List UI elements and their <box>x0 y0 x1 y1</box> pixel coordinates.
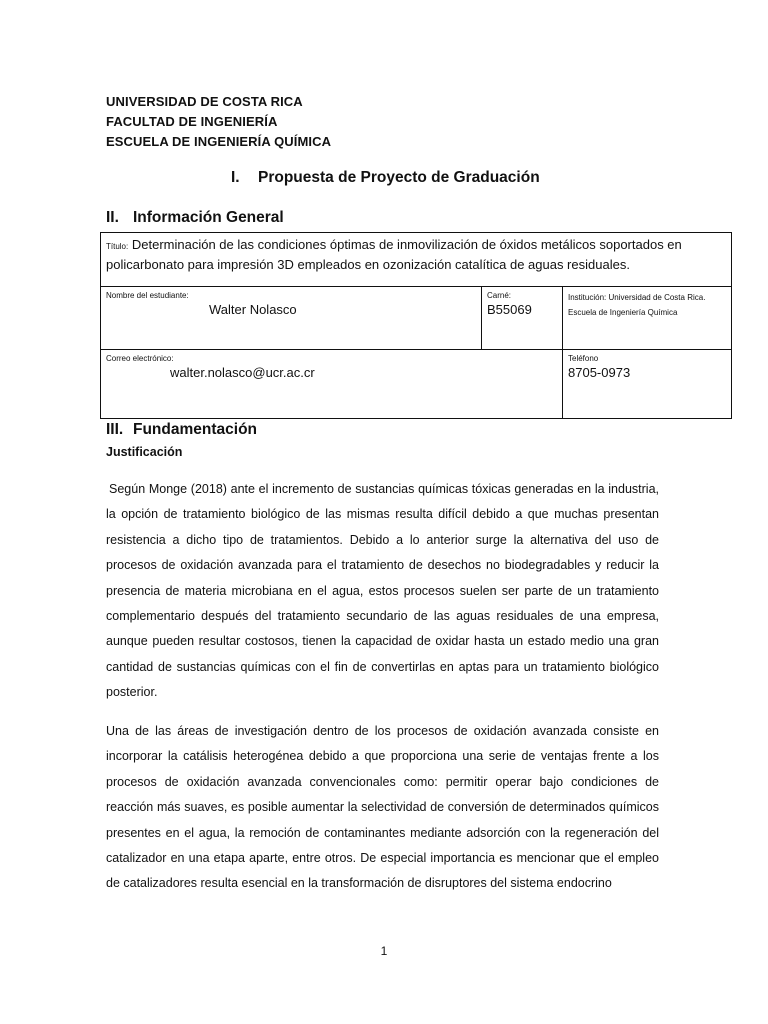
institution-value: Universidad de Costa Rica. Escuela de Ingeniería Química <box>568 293 706 317</box>
institution-text <box>568 290 726 320</box>
section-title: Propuesta de Proyecto de Graduación <box>258 169 540 186</box>
student-cell <box>101 287 482 350</box>
section-number: III. <box>106 421 124 438</box>
general-info-table <box>100 232 732 419</box>
carne-value: B55069 <box>487 302 532 317</box>
phone-value: 8705-0973 <box>568 365 631 380</box>
student-value: Walter Nolasco <box>209 302 297 317</box>
email-cell <box>101 350 563 419</box>
title-cell <box>101 233 732 287</box>
title-value: Determinación de las condiciones óptimas de inmovilización de óxidos metálicos soportados en policarbonato para impresión 3D empleados en ozonización catalítica de aguas residuales. <box>106 237 682 272</box>
section-number: II. <box>106 209 119 226</box>
institution-label: Institución: <box>568 293 607 302</box>
section-heading-fundamentals <box>106 421 257 439</box>
title-label: Título: <box>106 242 129 251</box>
justification-heading: Justificación <box>106 445 183 459</box>
section-title: Fundamentación <box>133 421 258 438</box>
email-value: walter.nolasco@ucr.ac.cr <box>170 365 315 380</box>
carne-cell <box>482 287 563 350</box>
email-label: Correo electrónico: <box>106 354 174 363</box>
section-number: I. <box>231 169 240 186</box>
student-label: Nombre del estudiante: <box>106 291 189 300</box>
institution-cell <box>563 287 732 350</box>
page-number: 1 <box>380 944 388 958</box>
phone-cell <box>563 350 732 419</box>
paragraph: Una de las áreas de investigación dentro de los procesos de oxidación avanzada consiste en incorporar la catálisis heterogénea debido a que proporciona una serie de ventajas frente a los procesos de oxidación avanzada convencionales como: permitir operar bajo condiciones de reacción más suaves, es posible aumentar la selectividad de conversión de determinados químicos presentes en el agua, la remoción de contaminantes mediante adsorción con la regeneración del catalizador en una etapa aparte, entre otros. De especial importancia es mencionar que el empleo de catalizadores resulta esencial en la transformación de disruptores del sistema endocrino <box>106 724 659 891</box>
faculty-name: FACULTAD DE INGENIERÍA <box>106 114 278 129</box>
paragraph: Según Monge (2018) ante el incremento de sustancias químicas tóxicas generadas en la industria, la opción de tratamiento biológico de las mismas resulta difícil debido a que muchas presentan resistencia a dicho tipo de tratamientos. Debido a lo anterior surge la alternativa del uso de procesos de oxidación avanzada para el tratamiento de desechos no biodegradables y reducir la presencia de materia microbiana en el agua, estos procesos suelen ser parte de un tratamiento complementario después del tratamiento secundario de las aguas residuales de una empresa, aunque pueden resultar costosos, tienen la capacidad de oxidar hasta un estado medio una gran cantidad de sustancias químicas con el fin de convertirlas en aptas para un tratamiento biológico posterior. <box>106 482 659 700</box>
section-heading-general-info <box>106 209 284 227</box>
carne-label: Carné: <box>487 291 512 300</box>
section-title: Información General <box>133 209 284 226</box>
phone-label: Teléfono <box>568 354 599 363</box>
section-heading-proposal <box>231 169 540 187</box>
school-name: ESCUELA DE INGENIERÍA QUÍMICA <box>106 134 332 149</box>
university-name: UNIVERSIDAD DE COSTA RICA <box>106 94 303 109</box>
